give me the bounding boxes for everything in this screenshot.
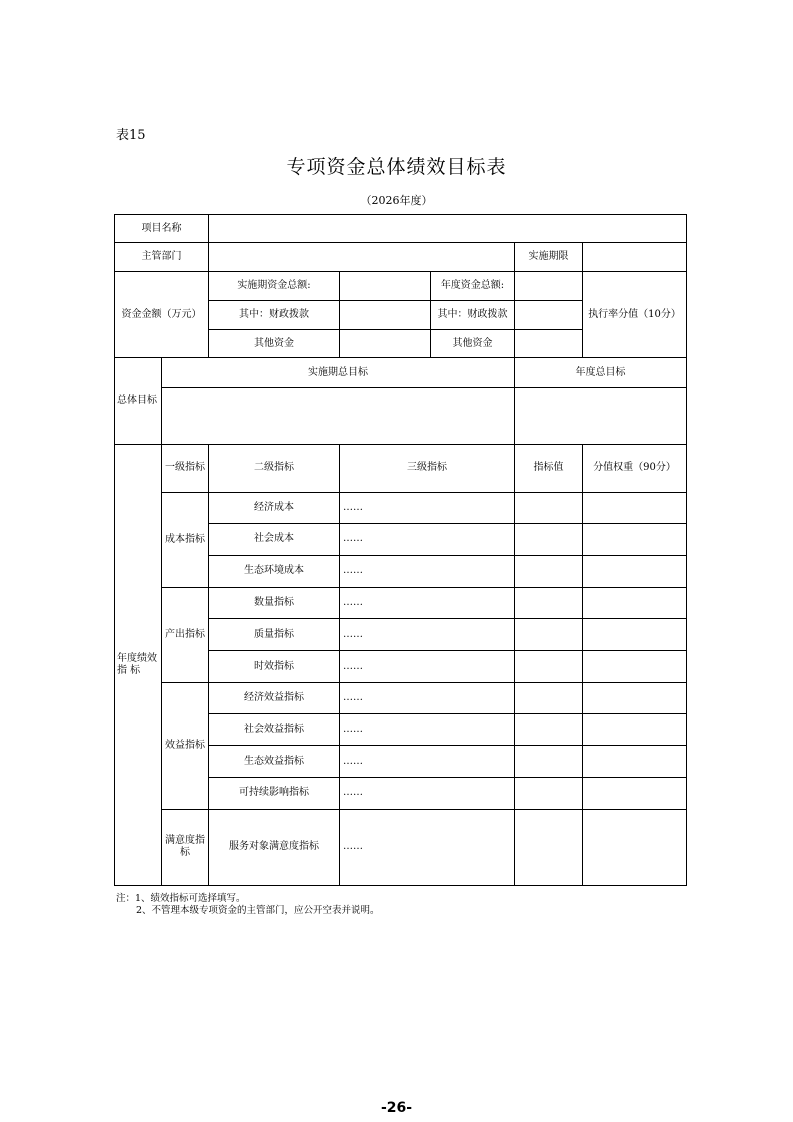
- indicator-value[interactable]: [515, 588, 583, 619]
- indicator-weight[interactable]: [583, 492, 687, 523]
- indicator-name: 社会效益指标: [209, 714, 340, 746]
- group-output: 产出指标: [162, 588, 209, 683]
- indicator-weight[interactable]: [583, 714, 687, 746]
- value-header: 指标值: [515, 444, 583, 492]
- dept-value[interactable]: [209, 243, 515, 272]
- dept-label: 主管部门: [115, 243, 209, 272]
- indicator-weight[interactable]: [583, 746, 687, 777]
- level1-header: 一级指标: [162, 444, 209, 492]
- other-year-label: 其他资金: [431, 330, 515, 358]
- indicator-weight[interactable]: [583, 619, 687, 651]
- indicator-value[interactable]: [515, 492, 583, 523]
- indicator-name: 社会成本: [209, 523, 340, 555]
- indicator-value[interactable]: [515, 714, 583, 746]
- group-cost: 成本指标: [162, 492, 209, 587]
- indicator-value[interactable]: [515, 777, 583, 809]
- note-line-2: 2、不管理本级专项资金的主管部门，应公开空表并说明。: [136, 905, 380, 916]
- document-year: （2026年度）: [360, 194, 433, 207]
- impl-goal-label: 实施期总目标: [162, 358, 515, 388]
- period-value[interactable]: [583, 243, 687, 272]
- document-title: 专项资金总体绩效目标表: [286, 156, 507, 178]
- indicator-detail[interactable]: ……: [340, 714, 515, 746]
- indicator-detail[interactable]: ……: [340, 492, 515, 523]
- fiscal-year-label: 其中：财政拨款: [431, 301, 515, 330]
- year-goal-label: 年度总目标: [515, 358, 687, 388]
- fiscal-year-value[interactable]: [515, 301, 583, 330]
- indicator-weight[interactable]: [583, 651, 687, 683]
- indicator-value[interactable]: [515, 809, 583, 885]
- indicator-detail[interactable]: ……: [340, 777, 515, 809]
- indicator-weight[interactable]: [583, 809, 687, 885]
- indicator-name: 可持续影响指标: [209, 777, 340, 809]
- period-label: 实施期限: [515, 243, 583, 272]
- project-name-label: 项目名称: [115, 215, 209, 243]
- indicator-name: 时效指标: [209, 651, 340, 683]
- total-impl-value[interactable]: [340, 272, 431, 301]
- overall-goal-label: 总体目标: [115, 358, 162, 444]
- fund-label: 资金金额（万元）: [115, 272, 209, 358]
- note-line-1: 注：1、绩效指标可选择填写。: [116, 893, 246, 904]
- page-number: -26-: [380, 1100, 413, 1116]
- performance-goal-table: [114, 214, 687, 886]
- indicator-value[interactable]: [515, 555, 583, 587]
- indicator-weight[interactable]: [583, 555, 687, 587]
- exec-rate-label: 执行率分值（10分）: [583, 272, 687, 358]
- year-goal-value[interactable]: [515, 388, 687, 444]
- indicator-name: 服务对象满意度指标: [209, 809, 340, 885]
- indicator-name: 经济效益指标: [209, 683, 340, 714]
- indicator-name: 生态环境成本: [209, 555, 340, 587]
- other-impl-label: 其他资金: [209, 330, 340, 358]
- fiscal-impl-value[interactable]: [340, 301, 431, 330]
- indicator-detail[interactable]: ……: [340, 683, 515, 714]
- indicator-value[interactable]: [515, 746, 583, 777]
- other-impl-value[interactable]: [340, 330, 431, 358]
- indicator-detail[interactable]: ……: [340, 746, 515, 777]
- project-name-value[interactable]: [209, 215, 687, 243]
- other-year-value[interactable]: [515, 330, 583, 358]
- total-year-value[interactable]: [515, 272, 583, 301]
- annual-indicator-label: 年度绩效指 标: [115, 444, 162, 885]
- indicator-name: 生态效益指标: [209, 746, 340, 777]
- indicator-detail[interactable]: ……: [340, 651, 515, 683]
- indicator-weight[interactable]: [583, 777, 687, 809]
- indicator-weight[interactable]: [583, 588, 687, 619]
- notes: [116, 893, 380, 917]
- weight-header: 分值权重（90分）: [583, 444, 687, 492]
- indicator-detail[interactable]: ……: [340, 523, 515, 555]
- fiscal-impl-label: 其中：财政拨款: [209, 301, 340, 330]
- indicator-value[interactable]: [515, 523, 583, 555]
- group-satisfaction: 满意度指标: [162, 809, 209, 885]
- indicator-value[interactable]: [515, 683, 583, 714]
- table-label: 表15: [116, 128, 146, 143]
- impl-goal-value[interactable]: [162, 388, 515, 444]
- total-impl-label: 实施期资金总额:: [209, 272, 340, 301]
- level3-header: 三级指标: [340, 444, 515, 492]
- indicator-detail[interactable]: ……: [340, 588, 515, 619]
- group-benefit: 效益指标: [162, 683, 209, 809]
- level2-header: 二级指标: [209, 444, 340, 492]
- indicator-value[interactable]: [515, 619, 583, 651]
- indicator-weight[interactable]: [583, 523, 687, 555]
- indicator-detail[interactable]: ……: [340, 619, 515, 651]
- indicator-name: 数量指标: [209, 588, 340, 619]
- indicator-value[interactable]: [515, 651, 583, 683]
- indicator-weight[interactable]: [583, 683, 687, 714]
- indicator-name: 质量指标: [209, 619, 340, 651]
- indicator-name: 经济成本: [209, 492, 340, 523]
- indicator-detail[interactable]: ……: [340, 555, 515, 587]
- total-year-label: 年度资金总额:: [431, 272, 515, 301]
- indicator-detail[interactable]: ……: [340, 809, 515, 885]
